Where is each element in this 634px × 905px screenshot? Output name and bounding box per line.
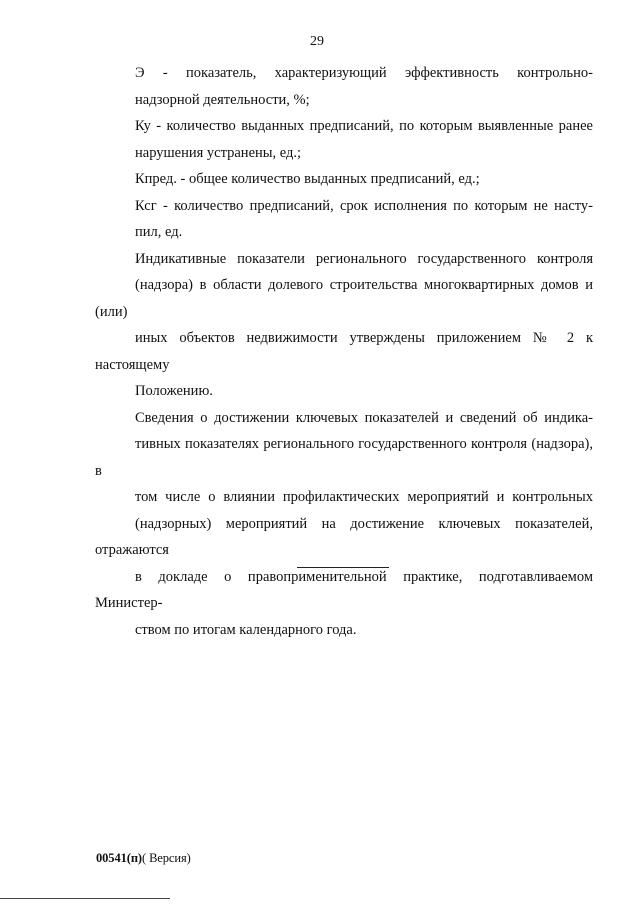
text-line: ством по итогам календарного года.: [135, 621, 357, 638]
page-number: 29: [310, 34, 324, 49]
text-line: Положению.: [135, 383, 213, 399]
paragraph-indicator-e: [95, 60, 593, 113]
paragraph-key-indicators-report: [95, 405, 593, 644]
paragraph-indicator-ksr: [95, 193, 593, 246]
paragraph-indicator-kpred: [95, 166, 593, 193]
text-line: (надзора) в области долевого строительства многоквартирных домов и (или): [95, 277, 593, 320]
text-line: Ку - количество выданных предписаний, по которым выявленные ранее: [135, 118, 593, 134]
text-line: надзорной деятельности, %;: [135, 91, 310, 108]
paragraph-indicator-ku: [95, 113, 593, 166]
text-line: в докладе о правоприменительной практике, подготавливаемом Министер-: [95, 568, 593, 611]
text-line: Сведения о достижении ключевых показателей и сведений об индика-: [135, 409, 593, 426]
document-code-number: 00541(п): [96, 851, 142, 865]
text-line: иных объектов недвижимости утверждены приложением № 2 к настоящему: [95, 330, 593, 373]
text-line: Кпред. - общее количество выданных предписаний, ед.;: [135, 171, 480, 187]
document-body: [95, 60, 593, 643]
text-line: Ксг - количество предписаний, срок исполнения по которым не насту-: [135, 197, 593, 214]
text-line: пил, ед.: [135, 224, 183, 240]
paragraph-indicative-indicators: [95, 246, 593, 405]
end-of-text-divider: [297, 567, 389, 568]
text-line: том числе о влиянии профилактических мероприятий и контрольных: [135, 489, 593, 505]
bottom-edge-rule: [0, 898, 170, 899]
text-line: Индикативные показатели регионального государственного контроля: [135, 250, 593, 267]
text-line: нарушения устранены, ед.;: [135, 144, 302, 161]
text-line: (надзорных) мероприятий на достижение ключевых показателей, отражаются: [95, 515, 593, 558]
text-line: тивных показателях регионального государственного контроля (надзора), в: [95, 436, 593, 479]
text-line: Э - показатель, характеризующий эффективность контрольно-: [135, 65, 593, 81]
document-version-label: ( Версия): [141, 851, 191, 865]
document-code: [96, 851, 191, 866]
